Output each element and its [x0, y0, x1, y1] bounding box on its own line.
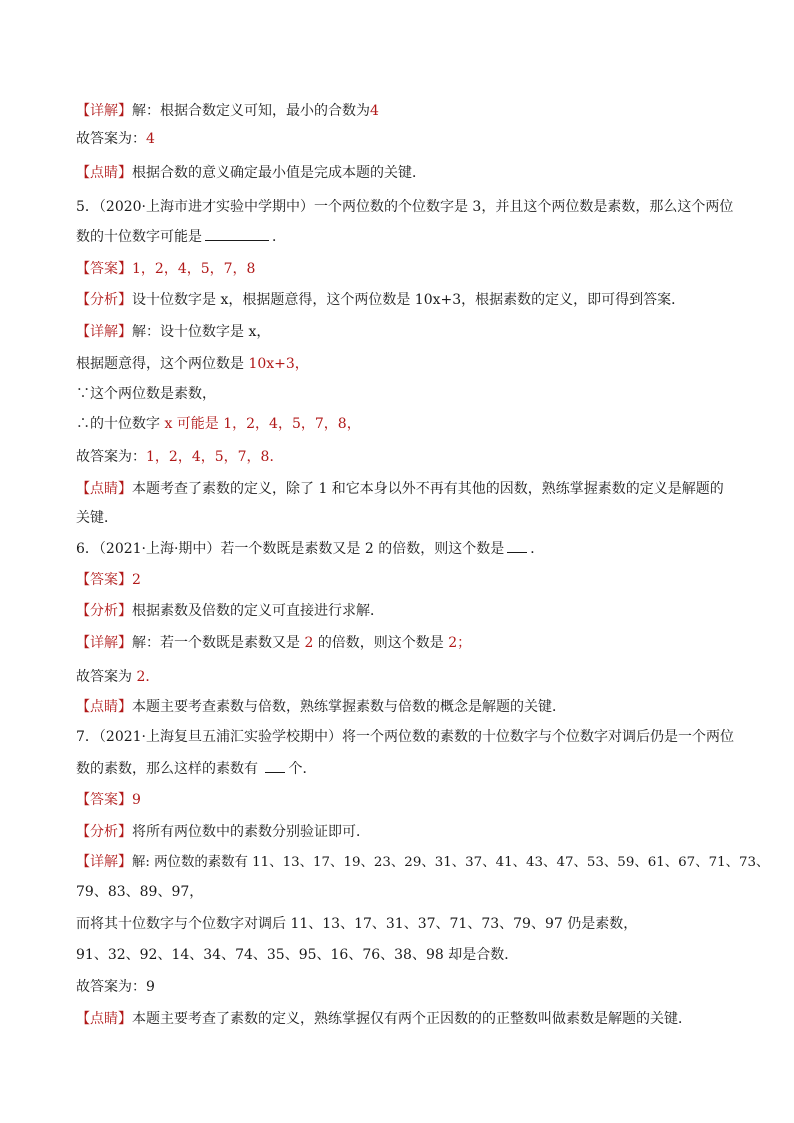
q7-analysis-line [76, 822, 370, 842]
q7-stem-text-2: 数的素数，那么这样的素数有 [76, 761, 263, 777]
q5-detail-2-value: 10x+3， [244, 356, 309, 372]
q5-detail-1: 解：设十位数字是 x， [132, 324, 271, 340]
q4-comment-text: 根据合数的意义确定最小值是完成本题的关键． [132, 165, 426, 181]
q5-detail-line-1 [76, 322, 270, 342]
q6-answer-line [76, 570, 141, 590]
q7-final-answer-line [76, 977, 155, 997]
answer-blank [205, 226, 269, 241]
q7-detail-line-4 [76, 945, 518, 965]
q5-detail-4-value: x 可能是 1，2，4，5，7，8， [160, 416, 361, 432]
comment-tag: 【点睛】 [76, 165, 132, 181]
q6-final-answer-line [76, 667, 159, 687]
q5-detail-line-3 [76, 384, 216, 404]
q4-detail-value: 4 [370, 103, 379, 119]
q7-stem-text: 7．（2021·上海复旦五浦汇实验学校期中）将一个两位数的素数的十位数字与个位数字对调后仍是一个两位 [76, 729, 734, 745]
q7-stem-end: 个． [288, 761, 317, 777]
q4-final-answer-line [76, 129, 155, 149]
q6-comment-text: 本题主要考查素数与倍数，熟练掌握素数与倍数的概念是解题的关键． [132, 699, 566, 715]
q5-detail-line-2 [76, 354, 309, 374]
q7-detail-line-3 [76, 914, 637, 934]
q7-detail-1: 解: 两位数的素数有 11、13、17、19、23、29、31、37、41、43、47、53、59、61、67、71、73、 [132, 855, 770, 870]
comment-tag: 【点睛】 [76, 481, 132, 497]
q5-final-answer-line [76, 447, 283, 467]
q5-answer-value: 1，2，4，5，7，8 [132, 261, 256, 277]
q6-detail-value: 2； [443, 635, 472, 651]
comment-tag: 【点睛】 [76, 1011, 132, 1027]
q7-answer-value: 9 [132, 792, 141, 808]
analysis-tag: 【分析】 [76, 292, 132, 308]
q5-analysis-text: 设十位数字是 x，根据题意得，这个两位数是 10x+3，根据素数的定义，即可得到答案． [132, 292, 686, 308]
comment-tag: 【点睛】 [76, 699, 132, 715]
q6-analysis-text: 根据素数及倍数的定义可直接进行求解． [132, 603, 384, 619]
q7-stem-line-2 [76, 758, 316, 779]
q5-detail-3: ∵这个两位数是素数， [76, 386, 216, 402]
q5-comment-a: 本题考查了素数的定义，除了 1 和它本身以外不再有其他的因数，熟练掌握素数的定义是解题的 [132, 481, 724, 497]
analysis-tag: 【分析】 [76, 603, 132, 619]
analysis-tag: 【分析】 [76, 824, 132, 840]
q5-comment-b: 关键． [76, 510, 118, 526]
q4-detail-text: 解：根据合数定义可知，最小的合数为 [132, 103, 370, 119]
q7-detail-line-2 [76, 882, 203, 902]
q5-stem-text-2: 数的十位数字可能是 [76, 229, 202, 245]
q7-detail-2: 79、83、89、97， [76, 884, 204, 900]
q6-comment-line [76, 697, 566, 717]
q5-stem-line-2 [76, 226, 286, 247]
q6-detail-text: 解：若一个数既是素数又是 [132, 635, 300, 651]
q5-detail-2: 根据题意得，这个两位数是 [76, 356, 244, 372]
q7-final-text: 故答案为：9 [76, 979, 155, 995]
q6-final-value: 2． [132, 669, 160, 685]
answer-blank [265, 758, 285, 773]
q5-detail-4: ∴的十位数字 [76, 416, 160, 432]
q6-answer-value: 2 [132, 572, 141, 588]
q7-detail-3: 而将其十位数字与个位数字对调后 11、13、17、31、37、71、73、79、97 仍是素数， [76, 916, 638, 932]
q6-detail-num: 2 [300, 635, 318, 651]
q5-comment-line-1 [76, 479, 724, 499]
q7-comment-line [76, 1009, 692, 1029]
q5-comment-line-2 [76, 508, 118, 528]
q4-detail-line [76, 101, 379, 121]
q5-final-value: 1，2，4，5，7，8． [146, 449, 284, 465]
q4-final-label: 故答案为： [76, 131, 146, 147]
q7-answer-line [76, 790, 141, 810]
answer-blank [507, 538, 527, 553]
q6-detail-text-2: 的倍数，则这个数是 [317, 635, 444, 651]
detail-tag: 【详解】 [76, 854, 132, 870]
q5-detail-line-4 [76, 414, 361, 434]
detail-tag: 【详解】 [76, 103, 132, 119]
q6-final-label: 故答案为 [76, 669, 132, 685]
q7-stem-line-1 [76, 727, 734, 747]
answer-tag: 【答案】 [76, 572, 132, 588]
q7-analysis-text: 将所有两位数中的素数分别验证即可． [132, 824, 370, 840]
q7-comment-text: 本题主要考查了素数的定义，熟练掌握仅有两个正因数的的正整数叫做素数是解题的关键． [132, 1011, 692, 1027]
detail-tag: 【详解】 [76, 324, 132, 340]
q6-stem-end: ． [530, 541, 545, 557]
q6-stem-text: 6．（2021·上海·期中）若一个数既是素数又是 2 的倍数，则这个数是 [76, 541, 505, 557]
answer-tag: 【答案】 [76, 792, 132, 808]
q5-stem-line-1 [76, 197, 733, 217]
q7-detail-4: 91、32、92、14、34、74、35、95、16、76、38、98 却是合数． [76, 947, 519, 963]
q6-analysis-line [76, 601, 384, 621]
q5-final-label: 故答案为： [76, 449, 146, 465]
detail-tag: 【详解】 [76, 635, 132, 651]
q5-answer-line [76, 259, 255, 279]
q4-comment-line [76, 163, 426, 183]
q6-stem-line [76, 538, 544, 559]
q5-stem-text: 5．（2020·上海市进才实验中学期中）一个两位数的个位数字是 3，并且这个两位数是素数，那么这个两位 [76, 199, 734, 215]
q4-final-value: 4 [146, 131, 155, 147]
answer-tag: 【答案】 [76, 261, 132, 277]
q6-detail-line [76, 633, 471, 653]
q5-analysis-line [76, 290, 685, 310]
q7-detail-line-1 [76, 852, 769, 873]
q5-stem-end: ． [272, 229, 286, 245]
